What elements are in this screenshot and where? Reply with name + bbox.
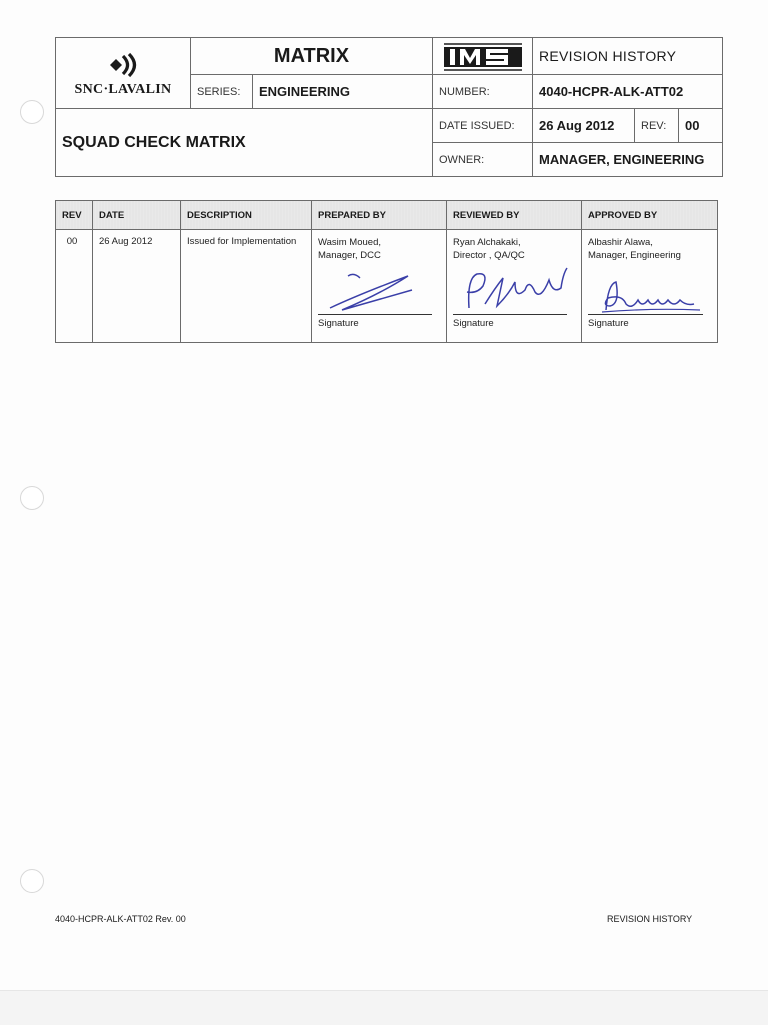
signature-label: Signature bbox=[318, 318, 359, 329]
document-header-table bbox=[55, 37, 723, 177]
column-header-description: DESCRIPTION bbox=[181, 201, 312, 230]
row-rev: 00 bbox=[56, 230, 93, 343]
ims-logo-cell bbox=[433, 38, 533, 75]
scan-bottom-band bbox=[0, 990, 768, 1025]
signature-line bbox=[453, 314, 567, 315]
approved-by-name: Albashir Alawa, bbox=[588, 237, 653, 248]
company-name: SNC·LAVALIN bbox=[74, 82, 172, 97]
table-row bbox=[56, 230, 718, 343]
number-label: NUMBER: bbox=[433, 75, 533, 109]
column-header-date: DATE bbox=[93, 201, 181, 230]
binder-hole bbox=[20, 100, 44, 124]
column-header-approved-by: APPROVED BY bbox=[582, 201, 718, 230]
binder-hole bbox=[20, 486, 44, 510]
series-label: SERIES: bbox=[191, 75, 253, 109]
document-title: SQUAD CHECK MATRIX bbox=[56, 109, 433, 177]
column-header-prepared-by: PREPARED BY bbox=[312, 201, 447, 230]
signature-label: Signature bbox=[453, 318, 494, 329]
signature-line bbox=[588, 314, 703, 315]
rev-label: REV: bbox=[635, 109, 679, 143]
column-header-reviewed-by: REVIEWED BY bbox=[447, 201, 582, 230]
owner-value: MANAGER, ENGINEERING bbox=[533, 143, 723, 177]
ims-logo-icon bbox=[438, 38, 528, 74]
footer-document-reference: 4040-HCPR-ALK-ATT02 Rev. 00 bbox=[55, 914, 186, 924]
reviewed-by-title: Director , QA/QC bbox=[453, 250, 525, 261]
series-value: ENGINEERING bbox=[253, 75, 433, 109]
company-logo-cell bbox=[56, 38, 191, 109]
reviewed-by-signature bbox=[455, 264, 573, 316]
document-number: 4040-HCPR-ALK-ATT02 bbox=[533, 75, 723, 109]
rev-value: 00 bbox=[679, 109, 723, 143]
doc-type-title: MATRIX bbox=[191, 38, 433, 75]
revision-history-table bbox=[55, 200, 718, 343]
date-issued-label: DATE ISSUED: bbox=[433, 109, 533, 143]
section-title: REVISION HISTORY bbox=[533, 38, 723, 75]
footer-section-name: REVISION HISTORY bbox=[607, 914, 693, 924]
owner-label: OWNER: bbox=[433, 143, 533, 177]
prepared-by-title: Manager, DCC bbox=[318, 250, 381, 261]
approved-by-cell bbox=[582, 230, 718, 343]
date-issued-value: 26 Aug 2012 bbox=[533, 109, 635, 143]
reviewed-by-name: Ryan Alchakaki, bbox=[453, 237, 521, 248]
binder-hole bbox=[20, 869, 44, 893]
prepared-by-cell bbox=[312, 230, 447, 343]
reviewed-by-cell bbox=[447, 230, 582, 343]
signature-label: Signature bbox=[588, 318, 629, 329]
prepared-by-signature bbox=[320, 264, 438, 316]
prepared-by-name: Wasim Moued, bbox=[318, 237, 381, 248]
snc-lavalin-logo-icon bbox=[105, 52, 141, 78]
signature-line bbox=[318, 314, 432, 315]
column-header-rev: REV bbox=[56, 201, 93, 230]
row-description: Issued for Implementation bbox=[181, 230, 312, 343]
row-date: 26 Aug 2012 bbox=[93, 230, 181, 343]
approved-by-title: Manager, Engineering bbox=[588, 250, 681, 261]
table-header-row bbox=[56, 201, 718, 230]
approved-by-signature bbox=[590, 264, 708, 316]
